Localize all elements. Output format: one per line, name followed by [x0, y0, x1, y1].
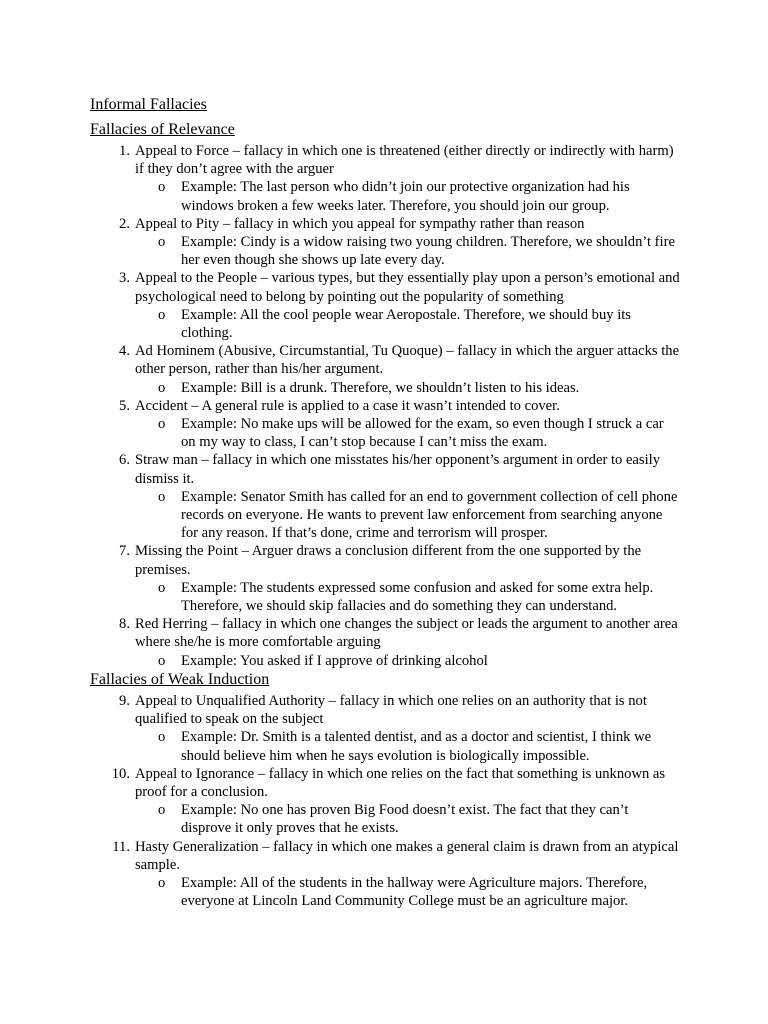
list-item	[90, 142, 680, 178]
item-number: 4.	[119, 343, 130, 360]
item-number: 7.	[119, 543, 130, 560]
hollow-circle-bullet-icon: o	[158, 802, 166, 819]
example-text: Example: All the cool people wear Aeropostale. Therefore, we should buy its clothing.	[181, 306, 631, 342]
section-heading-weak-induction: Fallacies of Weak Induction	[90, 670, 270, 688]
list-item	[90, 269, 680, 305]
list-item	[90, 838, 680, 874]
item-text: Ad Hominem (Abusive, Circumstantial, Tu Quoque) – fallacy in which the arguer attacks the other person, rather than his/her argument.	[135, 343, 680, 378]
example-item	[90, 874, 680, 910]
document-body	[90, 95, 680, 910]
hollow-circle-bullet-icon: o	[158, 488, 166, 505]
example-item	[90, 415, 680, 451]
item-text: Appeal to Unqualified Authority – fallacy in which one relies on an authority that is not qualified to speak on the subject	[135, 692, 647, 728]
example-item	[90, 801, 680, 837]
hollow-circle-bullet-icon: o	[158, 416, 166, 433]
item-number: 5.	[119, 397, 130, 414]
example-text: Example: Dr. Smith is a talented dentist, and as a doctor and scientist, I think we should believe him when he says evolution is biologically impossible.	[181, 729, 652, 764]
item-number: 11.	[112, 838, 130, 855]
example-text: Example: No make ups will be allowed for the exam, so even though I struck a car on my way to class, I can’t stop because I can’t miss the exam.	[181, 416, 664, 451]
example-text: Example: The students expressed some confusion and asked for some extra help. Therefore, we should skip fallacies and do something they can understand.	[181, 579, 654, 615]
list-item	[90, 451, 680, 487]
hollow-circle-bullet-icon: o	[158, 652, 166, 669]
example-text: Example: You asked if I approve of drinking alcohol	[181, 652, 488, 669]
list-item	[90, 342, 680, 378]
hollow-circle-bullet-icon: o	[158, 234, 166, 251]
example-item	[90, 579, 680, 615]
item-number: 2.	[119, 215, 130, 232]
fallacy-list-relevance	[90, 142, 680, 670]
example-text: Example: No one has proven Big Food doesn’t exist. The fact that they can’t disprove it only proves that he exists.	[181, 802, 629, 837]
example-item	[90, 488, 680, 543]
example-text: Example: Senator Smith has called for an end to government collection of cell phone records on everyone. He wants to prevent law enforcement from searching anyone for any reason. If that’s done, crime and terrorism will prosper.	[181, 488, 678, 542]
item-text: Missing the Point – Arguer draws a conclusion different from the one supported by the premises.	[135, 543, 642, 578]
item-number: 6.	[119, 452, 130, 469]
item-number: 8.	[119, 616, 130, 633]
item-text: Accident – A general rule is applied to a case it wasn’t intended to cover.	[135, 397, 560, 414]
list-item	[90, 542, 680, 578]
example-text: Example: All of the students in the hallway were Agriculture majors. Therefore, everyone at Lincoln Land Community College must be an agriculture major.	[181, 874, 648, 910]
item-text: Appeal to Force – fallacy in which one is threatened (either directly or indirectly with harm) if they don’t agree with the arguer	[135, 143, 674, 178]
example-item	[90, 652, 680, 670]
list-item	[90, 397, 680, 415]
hollow-circle-bullet-icon: o	[158, 306, 166, 323]
example-item	[90, 178, 680, 214]
item-text: Hasty Generalization – fallacy in which one makes a general claim is drawn from an atypical sample.	[135, 838, 679, 873]
fallacy-list-weak-induction	[90, 692, 680, 910]
item-text: Straw man – fallacy in which one misstates his/her opponent’s argument in order to easily dismiss it.	[135, 452, 660, 487]
section-heading-relevance: Fallacies of Relevance	[90, 121, 235, 138]
hollow-circle-bullet-icon: o	[158, 874, 166, 891]
item-number: 1.	[119, 143, 130, 159]
item-text: Appeal to the People – various types, but they essentially play upon a person’s emotional and psychological need to belong by pointing out the popularity of something	[135, 270, 680, 305]
list-item	[90, 765, 680, 801]
example-item	[90, 306, 680, 342]
item-text: Appeal to Pity – fallacy in which you appeal for sympathy rather than reason	[135, 215, 585, 232]
item-text: Red Herring – fallacy in which one changes the subject or leads the argument to another area where she/he is more comfortable arguing	[135, 616, 678, 651]
item-text: Appeal to Ignorance – fallacy in which one relies on the fact that something is unknown as proof for a conclusion.	[135, 765, 666, 800]
item-number: 3.	[119, 270, 130, 287]
list-item	[90, 692, 680, 728]
hollow-circle-bullet-icon: o	[158, 379, 166, 396]
hollow-circle-bullet-icon: o	[158, 179, 166, 196]
example-text: Example: Cindy is a widow raising two young children. Therefore, we shouldn’t fire her even though she shows up late every day.	[181, 234, 675, 269]
list-item	[90, 215, 680, 233]
example-item	[90, 233, 680, 269]
hollow-circle-bullet-icon: o	[158, 729, 166, 746]
list-item	[90, 615, 680, 651]
example-text: Example: Bill is a drunk. Therefore, we shouldn’t listen to his ideas.	[181, 379, 580, 396]
example-text: Example: The last person who didn’t join our protective organization had his windows broken a few weeks later. Therefore, you should join our group.	[181, 179, 630, 214]
document-title: Informal Fallacies	[90, 96, 207, 113]
example-item	[90, 728, 680, 764]
item-number: 9.	[119, 692, 130, 709]
hollow-circle-bullet-icon: o	[158, 579, 166, 596]
item-number: 10.	[111, 765, 130, 782]
example-item	[90, 379, 680, 397]
